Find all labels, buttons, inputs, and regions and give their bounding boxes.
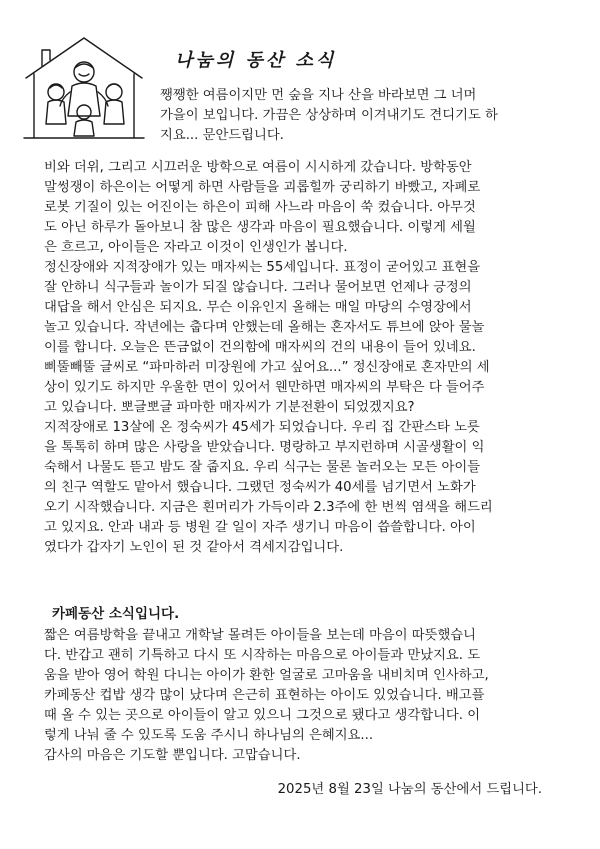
body-line: 도 아닌 하루가 돌아보니 참 많은 생각과 마음이 필요했습니다. 이렇게 세월 (44, 220, 476, 235)
newsletter-title: 나눔의 동산 소식 (175, 50, 337, 71)
body-line: 말썽쟁이 하은이는 어떻게 하면 사람들을 괴롭힐까 궁리하기 바빴고, 자폐로 (44, 180, 481, 195)
cafe-line: 움을 받아 영어 학원 다니는 아이가 환한 얼굴로 고마움을 내비치며 인사하고, (44, 668, 489, 683)
signature-line: 2025년 8월 23일 나눔의 동산에서 드립니다. (277, 782, 542, 797)
body-line: 대답을 해서 안심은 되지요. 무슨 이유인지 올해는 매일 마당의 수영장에서 (44, 300, 472, 315)
cafe-line: 짧은 여름방학을 끝내고 개학날 몰려든 아이들을 보는데 마음이 따뜻했습니 (44, 628, 477, 643)
cafe-line: 카페동산 컵밥 생각 많이 났다며 은근히 표현하는 아이도 있었습니다. 배고플 (44, 688, 485, 703)
body-line: 였다가 갑자기 노인이 된 것 같아서 격세지감입니다. (44, 540, 344, 555)
body-line: 잘 안하니 식구들과 놀이가 되질 않습니다. 그러나 물어보면 언제나 긍정의 (44, 280, 472, 295)
body-line: 지적장애로 13살에 온 정숙씨가 45세가 되었습니다. 우리 집 간판스타 노릇 (44, 420, 480, 435)
body-line: 이를 합니다. 오늘은 뜬금없이 건의함에 매자씨의 건의 내용이 들어 있네요. (44, 340, 476, 355)
body-line: 상이 있기도 하지만 우울한 면이 있어서 웬만하면 매자씨의 부탁은 다 들어주 (44, 380, 485, 395)
cafe-section-text (44, 626, 562, 766)
cafe-line: 때 올 수 있는 곳으로 아이들이 알고 있으니 그것으로 됐다고 생각합니다. 이 (44, 708, 481, 723)
body-line: 놀고 있습니다. 작년에는 춥다며 안했는데 올해는 혼자서도 튜브에 앉아 물놀 (44, 320, 485, 335)
cafe-line: 감사의 마음은 기도할 뿐입니다. 고맙습니다. (44, 748, 301, 763)
intro-line: 가을이 보입니다. 가끔은 상상하며 이겨내기도 견디기도 하 (160, 108, 498, 123)
intro-paragraph (160, 86, 560, 146)
body-line: 오기 시작했습니다. 지금은 흰머리가 가득이라 2.3주에 한 번씩 염색을 해드리 (44, 500, 493, 515)
cafe-section-heading: 카페동산 소식입니다. (52, 606, 180, 622)
body-line: 숙해서 나물도 뜯고 밤도 잘 줍지요. 우리 식구는 물론 놀러오는 모든 아이들 (44, 460, 481, 475)
intro-line: 지요... 문안드립니다. (160, 128, 284, 143)
intro-line: 쨍쨍한 여름이지만 먼 숲을 지나 산을 바라보면 그 너머 (160, 88, 477, 103)
body-line: 삐뚤빼뚤 글씨로 “파마하러 미장원에 가고 싶어요...” 정신장애로 혼자만의 세 (44, 360, 490, 375)
body-line: 정신장애와 지적장애가 있는 매자씨는 55세입니다. 표정이 굳어있고 표현을 (44, 260, 481, 275)
body-line: 의 친구 역할도 맡아서 했습니다. 그랬던 정숙씨가 40세를 넘기면서 노화가 (44, 480, 476, 495)
cafe-line: 렇게 나눠 줄 수 있도록 도움 주시니 하나님의 은혜지요... (44, 728, 374, 743)
body-line: 은 흐르고, 아이들은 자라고 이것이 인생인가 봅니다. (44, 240, 348, 255)
main-body-text (44, 158, 562, 558)
body-line: 고 있지요. 안과 내과 등 병원 갈 일이 자주 생기니 마음이 씁쓸합니다. 아이 (44, 520, 476, 535)
body-line: 비와 더위, 그리고 시끄러운 방학으로 여름이 시시하게 갔습니다. 방학동안 (44, 160, 472, 175)
family-house-illustration-icon (20, 32, 148, 142)
cafe-line: 다. 반갑고 괜히 기특하고 다시 또 시작하는 마음으로 아이들과 만났지요. 도 (44, 648, 481, 663)
body-line: 을 톡톡히 하며 많은 사랑을 받았습니다. 명랑하고 부지런하며 시골생활이 익 (44, 440, 485, 455)
body-line: 로봇 기질이 있는 어진이는 하은이 피해 사느라 마음이 쑥 컸습니다. 아무것 (44, 200, 476, 215)
body-line: 고 있습니다. 뽀글뽀글 파마한 매자씨가 기분전환이 되었겠지요? (44, 400, 415, 415)
